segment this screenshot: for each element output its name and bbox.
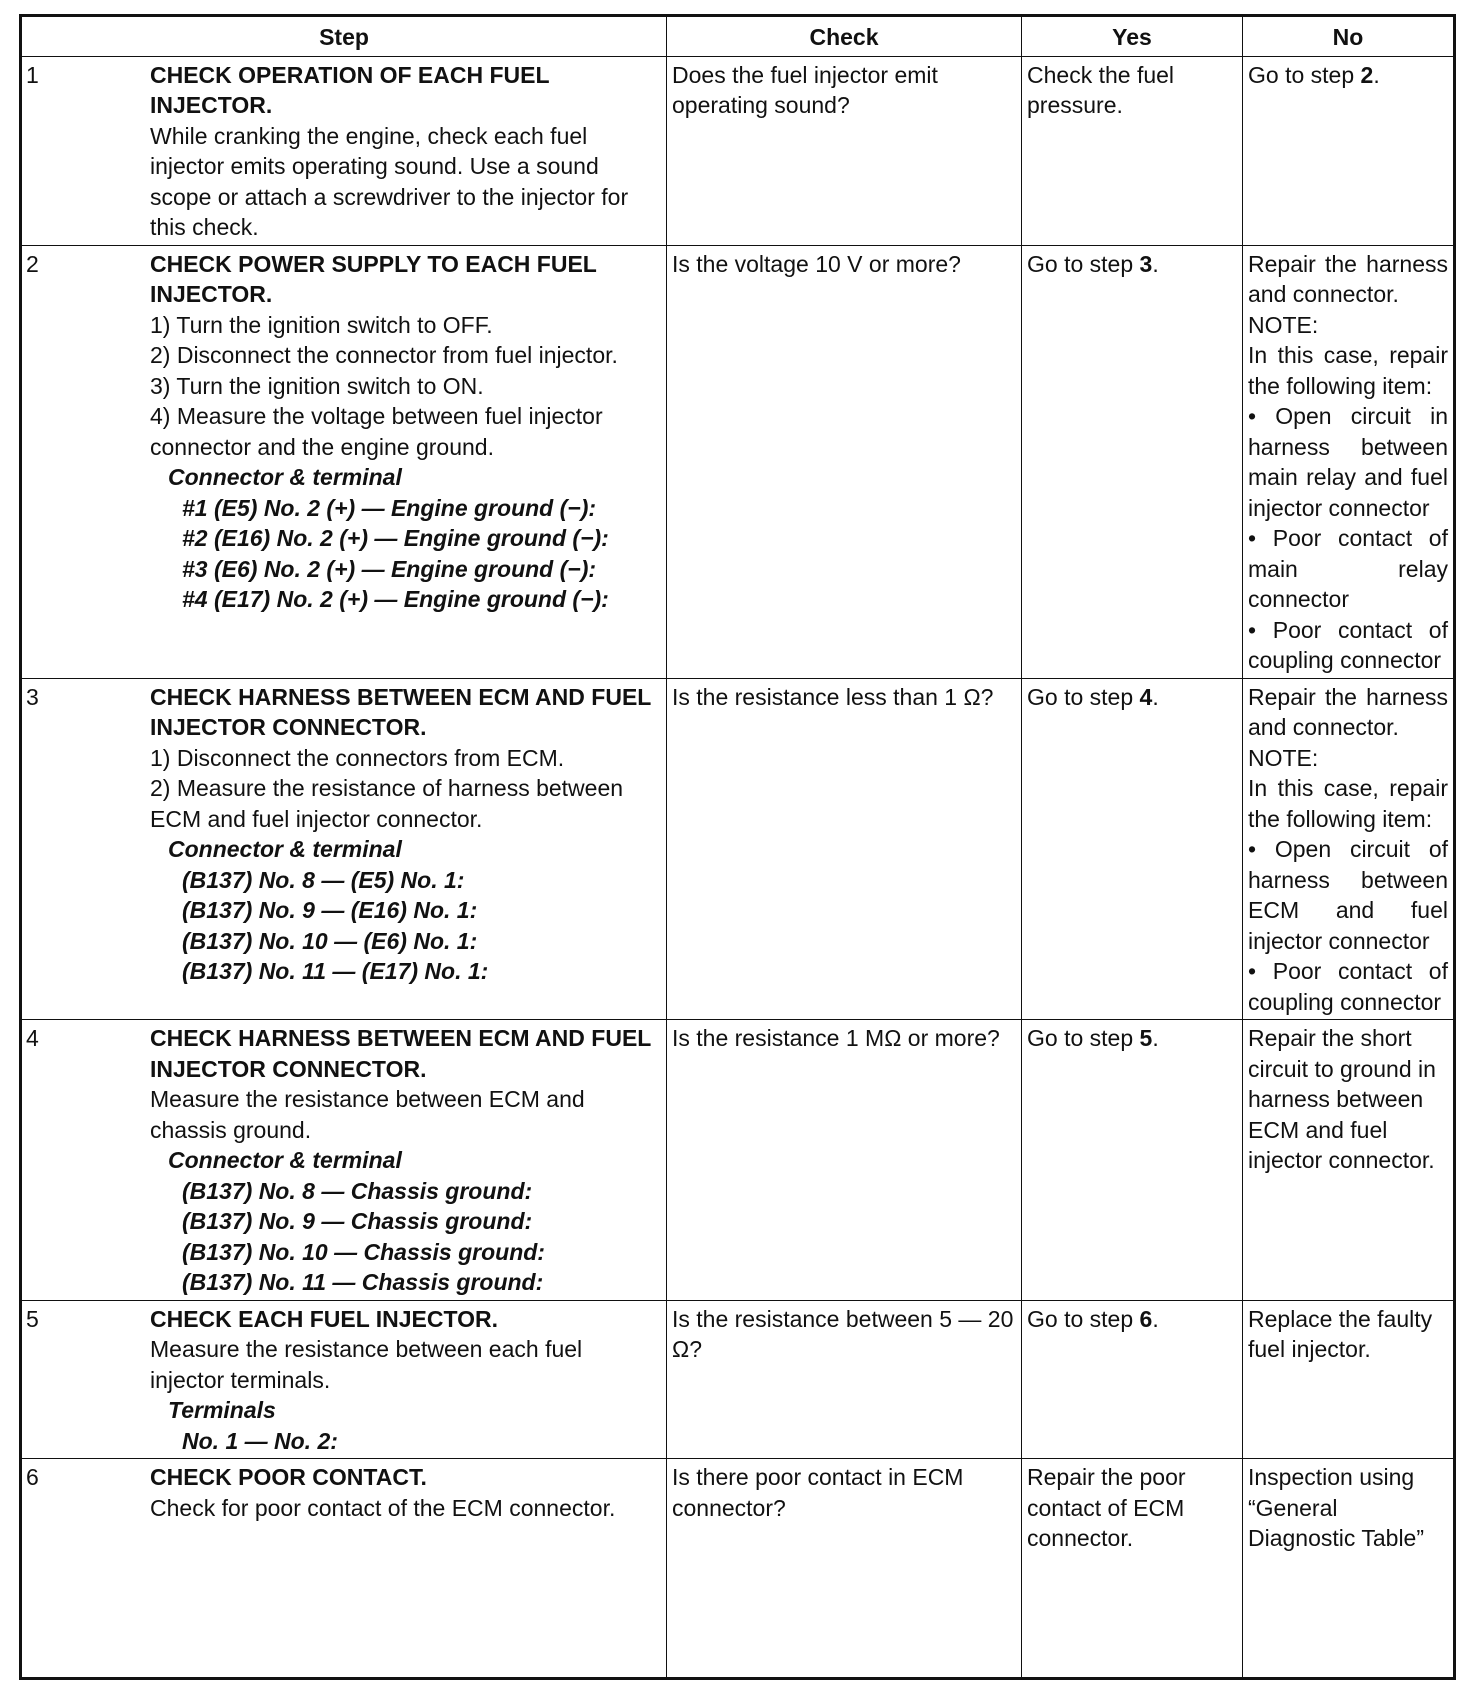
terminal-spec: (B137) No. 10 — (E6) No. 1: <box>182 927 478 954</box>
yes-prefix: Go to step <box>1027 250 1140 277</box>
diagnostic-table-page <box>19 14 1453 1680</box>
step-instruction: Measure the resistance between ECM and chassis ground. <box>150 1086 585 1143</box>
no-cell: Repair the short circuit to ground in harness between ECM and fuel injector connector. <box>1243 1020 1455 1301</box>
note-item: • Poor contact of main relay connector <box>1248 525 1448 612</box>
step-instruction: Check for poor contact of the ECM connector. <box>150 1494 616 1521</box>
connector-label: Connector & terminal <box>168 836 402 862</box>
step-title: CHECK OPERATION OF EACH FUEL INJECTOR. <box>150 61 550 118</box>
header-row <box>21 16 1455 57</box>
yes-suffix: . <box>1152 250 1159 277</box>
step-instruction: 2) Disconnect the connector from fuel injector. <box>150 342 618 368</box>
yes-cell <box>1022 1020 1243 1301</box>
terminal-spec: #1 (E5) No. 2 (+) — Engine ground (−): <box>182 494 597 521</box>
table-row <box>21 56 1455 245</box>
step-number: 5 <box>26 1305 39 1332</box>
terminal-spec: (B137) No. 9 — (E16) No. 1: <box>182 897 478 923</box>
terminal-spec: (B137) No. 10 — Chassis ground: <box>182 1238 545 1265</box>
no-action: Repair the harness and connector. <box>1248 250 1448 307</box>
step-number: 6 <box>26 1464 39 1490</box>
step-title: CHECK HARNESS BETWEEN ECM AND FUEL INJECTOR CONNECTOR. <box>150 1025 651 1082</box>
header-no: No <box>1243 16 1455 57</box>
step-title: CHECK POOR CONTACT. <box>150 1464 427 1490</box>
step-instruction: While cranking the engine, check each fuel injector emits operating sound. Use a sound scope or attach a screwdriver to the injector for this check. <box>150 122 629 240</box>
no-suffix: . <box>1373 61 1380 88</box>
yes-cell: Repair the poor contact of ECM connector. <box>1022 1459 1243 1679</box>
no-step-ref: 2 <box>1360 61 1374 88</box>
table-row <box>21 1020 1455 1301</box>
no-cell <box>1243 56 1455 245</box>
yes-prefix: Go to step <box>1027 683 1140 710</box>
step-instruction: 4) Measure the voltage between fuel injector connector and the engine ground. <box>150 403 603 460</box>
yes-step-ref: 4 <box>1139 683 1153 710</box>
step-instruction: 2) Measure the resistance of harness between ECM and fuel injector connector. <box>150 775 624 832</box>
connector-label: Connector & terminal <box>168 464 402 490</box>
step-instruction: Measure the resistance between each fuel injector terminals. <box>150 1336 583 1393</box>
yes-step-ref: 3 <box>1139 250 1153 277</box>
step-number: 3 <box>26 683 39 710</box>
check-cell: Is there poor contact in ECM connector? <box>667 1459 1022 1679</box>
note-item: • Poor contact of coupling connector <box>1248 616 1448 673</box>
no-prefix: Go to step <box>1248 61 1361 88</box>
note-item: • Open circuit in harness between main relay and fuel injector connector <box>1248 403 1448 521</box>
terminal-spec: #2 (E16) No. 2 (+) — Engine ground (−): <box>182 525 609 551</box>
note-body: In this case, repair the following item: <box>1248 775 1448 832</box>
terminal-spec: (B137) No. 8 — (E5) No. 1: <box>182 866 465 893</box>
terminal-spec: (B137) No. 9 — Chassis ground: <box>182 1208 533 1234</box>
no-cell: Inspection using “General Diagnostic Table” <box>1243 1459 1455 1679</box>
note-item: • Poor contact of coupling connector <box>1248 958 1448 1015</box>
no-cell <box>1243 245 1455 678</box>
check-cell: Is the resistance 1 MΩ or more? <box>667 1020 1022 1301</box>
yes-step-ref: 6 <box>1139 1305 1153 1332</box>
yes-prefix: Go to step <box>1027 1305 1140 1332</box>
check-cell: Is the resistance less than 1 Ω? <box>667 678 1022 1020</box>
terminal-spec: (B137) No. 8 — Chassis ground: <box>182 1177 533 1204</box>
terminal-spec: No. 1 — No. 2: <box>182 1427 338 1454</box>
terminal-spec: (B137) No. 11 — (E17) No. 1: <box>182 958 489 984</box>
note-body: In this case, repair the following item: <box>1248 342 1448 399</box>
yes-suffix: . <box>1152 1025 1159 1051</box>
terminal-spec: #3 (E6) No. 2 (+) — Engine ground (−): <box>182 555 597 582</box>
terminal-spec: (B137) No. 11 — Chassis ground: <box>182 1269 544 1295</box>
step-instruction: 3) Turn the ignition switch to ON. <box>150 372 484 399</box>
connector-label: Connector & terminal <box>168 1147 402 1173</box>
step-instruction: 1) Disconnect the connectors from ECM. <box>150 744 565 771</box>
note-label: NOTE: <box>1248 744 1319 771</box>
check-cell: Is the resistance between 5 — 20 Ω? <box>667 1300 1022 1459</box>
step-title: CHECK POWER SUPPLY TO EACH FUEL INJECTOR. <box>150 250 597 307</box>
note-label: NOTE: <box>1248 311 1319 338</box>
step-instruction: 1) Turn the ignition switch to OFF. <box>150 311 493 338</box>
note-item: • Open circuit of harness between ECM and fuel injector connector <box>1248 836 1448 954</box>
table-row <box>21 1459 1455 1679</box>
step-number: 4 <box>26 1025 39 1051</box>
step-number: 1 <box>26 61 39 88</box>
yes-cell <box>1022 245 1243 678</box>
yes-cell: Check the fuel pressure. <box>1022 56 1243 245</box>
no-cell <box>1243 678 1455 1020</box>
no-cell: Replace the faulty fuel injector. <box>1243 1300 1455 1459</box>
connector-label: Terminals <box>168 1397 276 1423</box>
check-cell: Is the voltage 10 V or more? <box>667 245 1022 678</box>
yes-suffix: . <box>1152 683 1159 710</box>
no-action: Repair the harness and connector. <box>1248 683 1448 740</box>
table-row <box>21 1300 1455 1459</box>
table-row <box>21 245 1455 678</box>
diagnostic-table <box>19 14 1456 1680</box>
table-row <box>21 678 1455 1020</box>
header-yes: Yes <box>1022 16 1243 57</box>
step-title: CHECK EACH FUEL INJECTOR. <box>150 1305 499 1332</box>
step-number: 2 <box>26 250 39 277</box>
step-title: CHECK HARNESS BETWEEN ECM AND FUEL INJECTOR CONNECTOR. <box>150 683 651 740</box>
check-cell: Does the fuel injector emit operating sound? <box>667 56 1022 245</box>
terminal-spec: #4 (E17) No. 2 (+) — Engine ground (−): <box>182 586 609 612</box>
header-step: Step <box>21 16 667 57</box>
yes-step-ref: 5 <box>1139 1025 1153 1051</box>
yes-cell <box>1022 678 1243 1020</box>
header-check: Check <box>667 16 1022 57</box>
yes-suffix: . <box>1152 1305 1159 1332</box>
yes-cell <box>1022 1300 1243 1459</box>
yes-prefix: Go to step <box>1027 1025 1140 1051</box>
